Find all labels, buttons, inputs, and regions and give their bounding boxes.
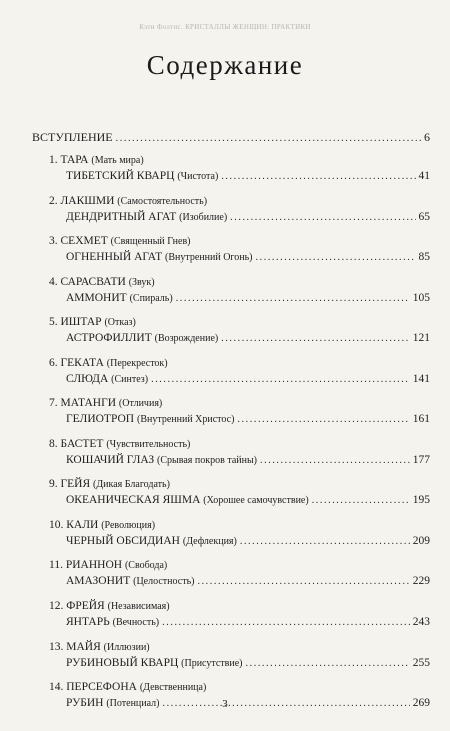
goddess-name: ТАРА [60,154,89,166]
stone-name-wrap [66,373,148,385]
page-number: 3 [222,698,228,710]
stone-aspect: (Внутренний Огонь) [165,252,253,264]
goddess-aspect: (Отличия) [118,398,163,410]
stone-aspect: (Срывая покров тайны) [157,454,258,466]
goddess-name: ГЕКАТА [60,356,104,369]
entry-page-number: 85 [418,251,430,264]
goddess-name: МАТАНГИ [60,397,117,410]
stone-name: АМАЗОНИТ [66,575,131,588]
dot-leader [221,171,415,182]
stone-name: РУБИН [66,697,104,710]
stone-name: АММОНИТ [66,291,127,304]
toc-goddess-line [49,559,167,571]
dot-leader [240,536,410,547]
stone-aspect: (Присутствие) [181,657,243,669]
toc-goddess-line [49,195,207,207]
goddess-name: ЛАКШМИ [60,194,115,207]
entry-page-number: 209 [412,534,430,547]
entry-page-number: 243 [412,616,430,629]
goddess-name: САРАСВАТИ [60,275,126,288]
stone-name-wrap [66,575,194,587]
toc-stone-line [66,251,430,263]
dot-leader [176,293,410,304]
toc-list [0,154,450,722]
entry-page-number: 177 [412,453,430,466]
goddess-aspect: (Дикая Благодать) [93,479,170,491]
stone-aspect: (Вечность) [112,617,160,629]
toc-stone-line [66,413,430,425]
entry-number: 1. [49,154,58,166]
goddess-name: БАСТЕТ [60,437,104,450]
entry-number: 10. [49,518,64,531]
toc-stone-line [66,616,430,628]
stone-name: КОШАЧИЙ ГЛАЗ [66,453,155,466]
toc-entry [0,519,450,560]
stone-name-wrap [66,332,218,344]
toc-stone-line [66,373,430,385]
toc-stone-line [66,535,430,547]
goddess-name: ИШТАР [60,316,102,329]
dot-leader [237,414,409,425]
entry-page-number: 161 [412,413,430,426]
toc-entry [0,559,450,600]
toc-goddess-line [49,276,155,288]
toc-goddess-line [49,681,206,693]
entry-page-number: 229 [412,575,430,588]
toc-goddess-line [49,397,162,409]
toc-stone-line [66,575,430,587]
stone-name-wrap [66,494,309,506]
stone-name: АСТРОФИЛЛИТ [66,332,152,345]
stone-name-wrap [66,292,173,304]
goddess-aspect: (Чувствительность) [106,438,191,450]
intro-page-number: 6 [424,130,430,144]
toc-entry [0,397,450,438]
entry-number: 11. [49,559,63,572]
stone-name: ОГНЕННЫЙ АГАТ [66,251,163,264]
entry-number: 9. [49,478,58,491]
stone-aspect: (Изобилие) [179,211,228,223]
goddess-aspect: (Независимая) [107,601,170,613]
stone-aspect: (Синтез) [111,373,149,385]
running-head: Кэти Фолтис. КРИСТАЛЛЫ ЖЕНЩИН: ПРАКТИКИ [139,23,311,31]
toc-entry [0,154,450,195]
stone-name-wrap [66,251,253,263]
toc-entry [0,195,450,236]
entry-number: 7. [49,397,58,410]
toc-goddess-line [49,154,144,166]
toc-goddess-line [49,478,170,490]
goddess-name: МАЙЯ [66,640,101,653]
dot-leader [221,333,410,344]
goddess-aspect: (Звук) [128,276,155,288]
goddess-name: КАЛИ [66,518,99,531]
goddess-aspect: (Отказ) [104,317,136,329]
entry-page-number: 41 [418,170,430,182]
stone-name-wrap [66,657,243,669]
stone-aspect: (Чистота) [177,171,219,182]
stone-name: ЧЕРНЫЙ ОБСИДИАН [66,534,180,547]
stone-name-wrap [66,616,159,628]
stone-aspect: (Хорошее самочувствие) [203,495,309,507]
toc-stone-line [66,657,430,669]
entry-page-number: 269 [412,697,430,710]
toc-goddess-line [49,438,190,450]
stone-name: ДЕНДРИТНЫЙ АГАТ [66,210,177,223]
stone-aspect: (Потенциал) [106,698,160,710]
entry-page-number: 105 [412,291,430,304]
intro-label: ВСТУПЛЕНИЕ [32,130,113,144]
toc-entry [0,438,450,479]
stone-name-wrap [66,170,218,182]
goddess-name: ГЕЙЯ [60,478,91,491]
toc-entry [0,276,450,317]
goddess-aspect: (Мать мира) [91,155,144,166]
goddess-aspect: (Перекресток) [106,357,168,369]
stone-aspect: (Целостность) [133,576,195,588]
stone-name: РУБИНОВЫЙ КВАРЦ [66,656,179,669]
entry-number: 12. [49,600,64,613]
goddess-name: РИАННОН [65,559,123,572]
entry-page-number: 65 [418,210,430,223]
entry-number: 8. [49,437,58,450]
entry-number: 2. [49,194,58,207]
toc-entry [0,641,450,682]
entry-number: 4. [49,275,58,288]
stone-name-wrap [66,535,237,547]
toc-stone-line [66,494,430,506]
page-title: Содержание [146,50,304,80]
entry-number: 3. [49,235,58,248]
entry-number: 14. [49,681,64,694]
toc-stone-line [66,170,430,182]
entry-number: 6. [49,356,58,369]
entry-page-number: 121 [412,332,430,345]
stone-aspect: (Внутренний Христос) [136,414,235,426]
dot-leader [116,133,421,144]
toc-entry [0,316,450,357]
toc-goddess-line [49,235,191,247]
goddess-name: ФРЕЙЯ [66,600,105,613]
toc-entry [0,357,450,398]
goddess-aspect: (Революция) [101,519,156,531]
dot-leader [230,212,415,223]
stone-aspect: (Спираль) [129,292,173,304]
stone-aspect: (Дефлекция) [182,535,237,547]
toc-entry [0,600,450,641]
toc-stone-line [66,332,430,344]
goddess-name: ПЕРСЕФОНА [66,681,137,694]
entry-number: 5. [49,316,58,329]
toc-goddess-line [49,600,170,612]
toc-goddess-line [49,316,136,328]
goddess-aspect: (Девственница) [139,682,207,694]
toc-stone-line [66,211,430,223]
entry-page-number: 195 [412,494,430,507]
dot-leader [246,658,410,669]
goddess-name: СЕХМЕТ [60,235,108,248]
toc-entry [0,478,450,519]
stone-name-wrap [66,454,257,466]
toc-goddess-line [49,357,168,369]
toc-stone-line [66,454,430,466]
stone-name: ЯНТАРЬ [66,616,110,629]
dot-leader [256,252,416,263]
toc-goddess-line [49,519,155,531]
stone-name-wrap [66,413,234,425]
dot-leader [162,617,410,628]
toc-entry [0,235,450,276]
stone-name: ТИБЕТСКИЙ КВАРЦ [66,170,175,182]
toc-stone-line [66,292,430,304]
entry-number: 13. [49,640,64,653]
stone-name: ОКЕАНИЧЕСКАЯ ЯШМА [66,494,201,507]
goddess-aspect: (Свобода) [124,560,168,572]
goddess-aspect: (Иллюзии) [103,641,150,653]
stone-name: СЛЮДА [66,372,109,385]
goddess-aspect: (Самостоятельность) [117,195,208,207]
dot-leader [151,374,410,385]
stone-name-wrap [66,211,227,223]
entry-page-number: 141 [412,372,430,385]
stone-name: ГЕЛИОТРОП [66,413,135,426]
dot-leader [260,455,410,466]
goddess-aspect: (Священный Гнев) [110,236,191,248]
dot-leader [312,495,410,506]
entry-page-number: 255 [412,656,430,669]
stone-aspect: (Возрождение) [154,333,219,345]
toc-goddess-line [49,641,150,653]
dot-leader [197,576,409,587]
toc-intro-row [32,130,430,145]
